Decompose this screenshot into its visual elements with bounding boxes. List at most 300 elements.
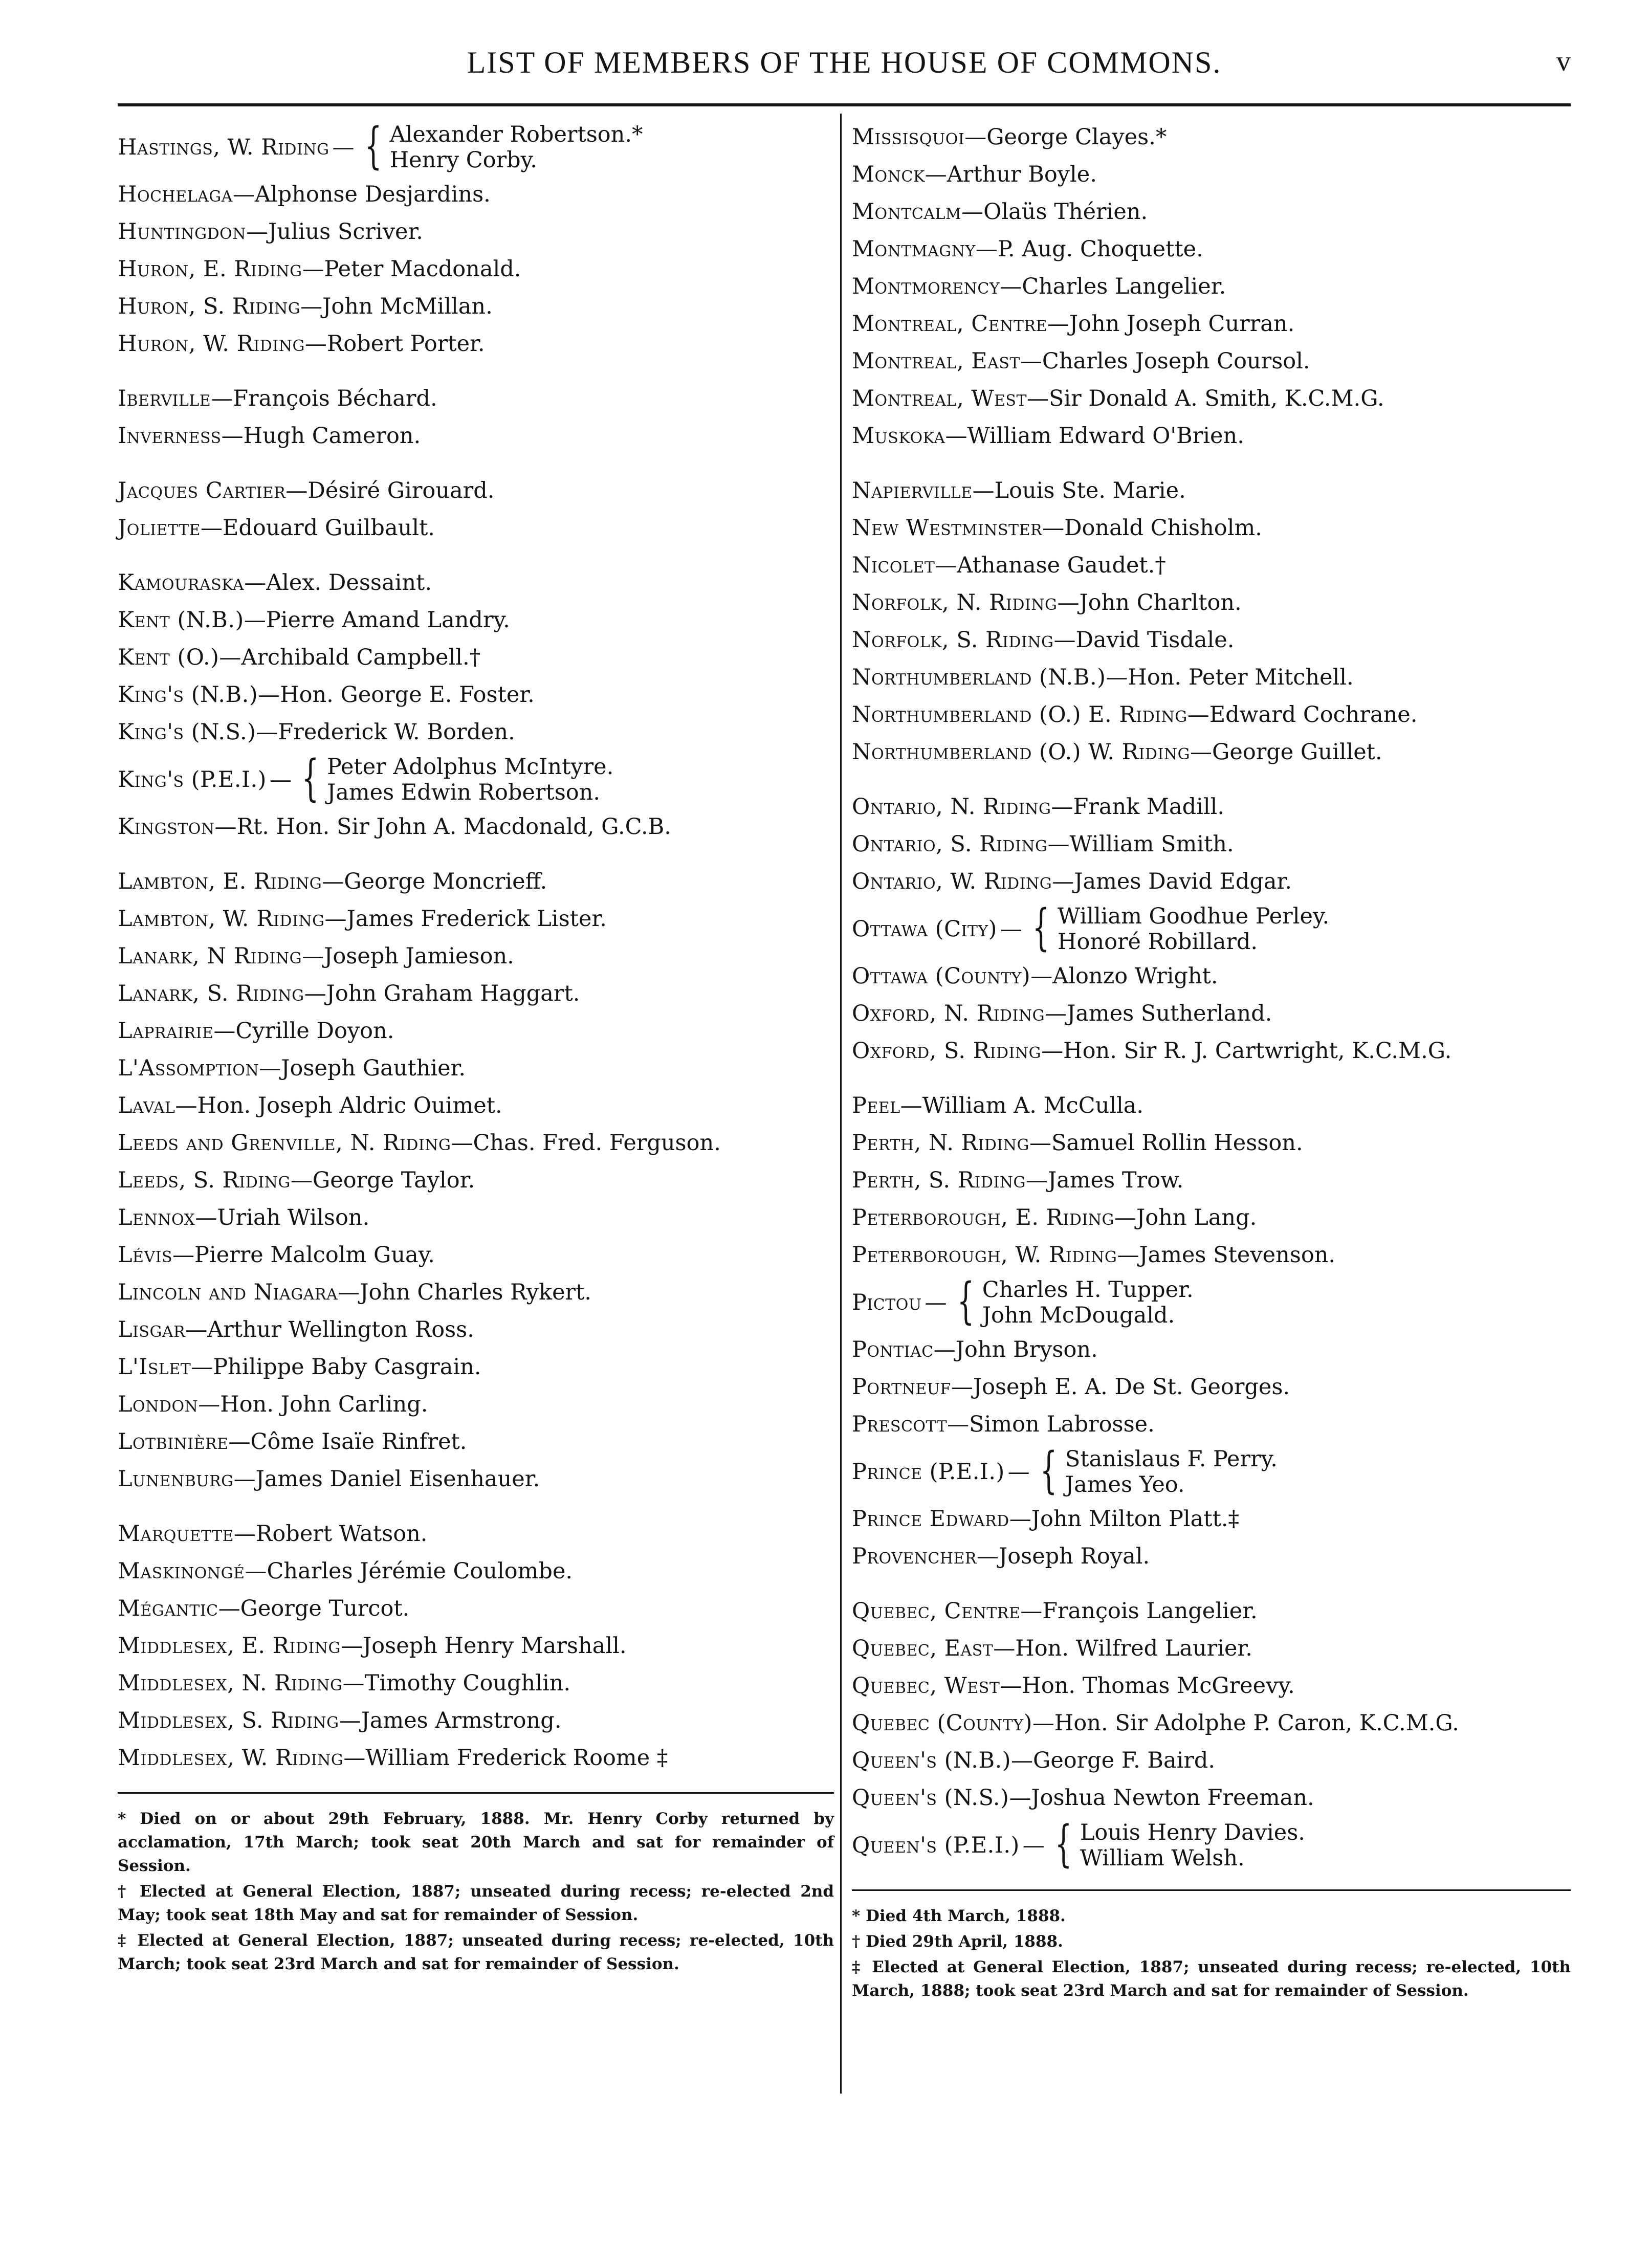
member-entry <box>118 251 834 288</box>
district-name: Lotbinière <box>118 1429 229 1455</box>
group-gap <box>118 547 834 564</box>
separator-dash: — <box>947 1412 970 1437</box>
member-name: William Welsh. <box>1080 1845 1245 1871</box>
district-name: Perth, S. Riding <box>852 1168 1026 1193</box>
separator-dash: — <box>198 1392 221 1417</box>
member-entry <box>118 510 834 547</box>
district-name: Laval <box>118 1093 175 1118</box>
member-entry <box>852 659 1571 696</box>
member-name: George Guillet. <box>1212 739 1382 765</box>
member-entry <box>852 547 1571 584</box>
district-name: Middlesex, S. Riding <box>118 1708 339 1733</box>
member-name: Hon. Wilfred Laurier. <box>1015 1636 1252 1661</box>
district-name: Ontario, S. Riding <box>852 831 1048 857</box>
group-gap <box>852 455 1571 472</box>
member-entry <box>118 808 834 846</box>
member-entry <box>852 1369 1571 1406</box>
member-entry <box>852 1406 1571 1443</box>
member-name: Sir Donald A. Smith, K.C.M.G. <box>1048 386 1384 411</box>
member-name: James Edwin Robertson. <box>326 780 601 805</box>
member-entry <box>118 1087 834 1125</box>
group-gap <box>118 1498 834 1515</box>
member-entry <box>852 1237 1571 1274</box>
footnote-rule <box>118 1792 834 1794</box>
district-name: Peel <box>852 1093 900 1118</box>
district-name: Queen's (N.B.) <box>852 1748 1011 1773</box>
group-gap <box>852 1575 1571 1593</box>
member-entry <box>118 1739 834 1777</box>
district-name: Oxford, N. Riding <box>852 1001 1045 1026</box>
member-name: Charles Joseph Coursol. <box>1042 348 1310 374</box>
member-name: James Yeo. <box>1065 1472 1185 1498</box>
member-name: John Charles Rykert. <box>360 1280 592 1305</box>
member-name: Edward Cochrane. <box>1209 702 1418 728</box>
district-name: L'Assomption <box>118 1055 259 1081</box>
member-name: Robert Watson. <box>256 1521 428 1547</box>
member-names <box>1058 904 1329 955</box>
member-entry <box>118 639 834 676</box>
member-name: Alex. Dessaint. <box>266 570 432 596</box>
member-name: Hon. Sir R. J. Cartwright, K.C.M.G. <box>1063 1038 1452 1064</box>
member-name: Hon. Peter Mitchell. <box>1128 665 1354 690</box>
separator-dash: — <box>993 1636 1016 1661</box>
member-entry <box>852 156 1571 193</box>
district-name: Kent (N.B.) <box>118 607 244 633</box>
member-name: Joseph Royal. <box>999 1544 1150 1569</box>
member-entry <box>852 958 1571 995</box>
column-divider <box>840 114 842 2094</box>
district-name: Huron, S. Riding <box>118 294 301 319</box>
member-entry <box>852 305 1571 343</box>
member-name: Philippe Baby Casgrain. <box>213 1354 481 1380</box>
separator-dash: — <box>234 1521 256 1547</box>
separator-dash: — <box>1000 274 1022 299</box>
member-name: Simon Labrosse. <box>969 1412 1155 1437</box>
separator-dash: — <box>200 515 223 541</box>
member-name: David Tisdale. <box>1075 627 1235 653</box>
member-name: George Turcot. <box>240 1596 410 1621</box>
district-name: London <box>118 1392 199 1417</box>
footnote: † Died 29th April, 1888. <box>852 1932 1063 1951</box>
district-name: Joliette <box>118 515 201 541</box>
separator-dash: — <box>233 1466 256 1492</box>
district-name: Lambton, E. Riding <box>118 869 322 894</box>
member-name: Arthur Boyle. <box>947 162 1097 187</box>
member-name: Chas. Fred. Ferguson. <box>473 1130 721 1156</box>
separator-dash: — <box>1052 869 1074 894</box>
group-gap <box>118 846 834 863</box>
separator-dash: — <box>1047 831 1070 857</box>
member-name: John Joseph Curran. <box>1069 311 1295 337</box>
district-name: Nicolet <box>852 553 935 578</box>
separator-dash: — <box>343 1745 366 1771</box>
district-name: Muskoka <box>852 423 945 449</box>
member-entry <box>852 1667 1571 1705</box>
member-name: William A. McCulla. <box>922 1093 1144 1118</box>
district-name: Prescott <box>852 1412 948 1437</box>
member-entry <box>118 938 834 975</box>
member-name: Rt. Hon. Sir John A. Macdonald, G.C.B. <box>236 814 671 840</box>
separator-dash: — <box>964 124 987 150</box>
member-entry <box>118 1386 834 1423</box>
member-name: Louis Ste. Marie. <box>994 478 1186 503</box>
separator-dash: — <box>1011 1748 1033 1773</box>
member-entry <box>118 1349 834 1386</box>
member-name: P. Aug. Choquette. <box>997 236 1203 262</box>
separator-dash: — <box>304 981 326 1006</box>
separator-dash: — <box>1026 1168 1048 1193</box>
separator-dash: — <box>1009 1506 1031 1532</box>
member-entry <box>118 900 834 938</box>
separator-dash: — <box>1029 1130 1051 1156</box>
group-gap <box>118 455 834 472</box>
footnote-rule <box>852 1889 1571 1891</box>
district-name: Lennox <box>118 1205 195 1230</box>
member-entry <box>118 472 834 510</box>
member-entry <box>118 380 834 417</box>
district-name: Ontario, W. Riding <box>852 869 1052 894</box>
district-name: Lambton, W. Riding <box>118 906 325 932</box>
separator-dash: — <box>1000 916 1022 942</box>
brace-glyph: { <box>1040 1442 1058 1499</box>
group-gap <box>852 771 1571 788</box>
district-name: Montreal, West <box>852 386 1027 411</box>
separator-dash: — <box>332 135 355 160</box>
district-name: Huron, E. Riding <box>118 256 302 282</box>
district-name: Montmagny <box>852 236 976 262</box>
district-name: Northumberland (O.) W. Riding <box>852 739 1191 765</box>
district-name: Lanark, N Riding <box>118 943 302 969</box>
member-name: Hon. Thomas McGreevy. <box>1022 1673 1295 1699</box>
footnote: ‡ Elected at General Election, 1887; unseated during recess; re-elected, 10th March, 1888; took seat 23rd March and sat for remainder of Session. <box>852 1958 1571 2000</box>
district-name: Quebec (County) <box>852 1710 1032 1736</box>
member-entry <box>852 696 1571 734</box>
member-name: James Sutherland. <box>1067 1001 1272 1026</box>
separator-dash: — <box>1030 963 1053 989</box>
district-name: Queen's (N.S.) <box>852 1785 1009 1811</box>
separator-dash: — <box>269 767 292 792</box>
member-entry <box>118 176 834 213</box>
member-entry <box>118 564 834 602</box>
member-entry <box>118 1553 834 1590</box>
district-name: Napierville <box>852 478 973 503</box>
district-name: Queen's (P.E.I.) <box>852 1833 1020 1858</box>
member-entry <box>118 1627 834 1665</box>
separator-dash: — <box>228 1429 251 1455</box>
separator-dash: — <box>961 199 984 225</box>
member-entry <box>852 863 1571 900</box>
member-name: Stanislaus F. Perry. <box>1065 1446 1278 1472</box>
member-name: Pierre Malcolm Guay. <box>194 1242 435 1268</box>
member-entry <box>852 1331 1571 1369</box>
district-name: Peterborough, E. Riding <box>852 1205 1115 1230</box>
separator-dash: — <box>285 478 308 503</box>
member-name: Archibald Campbell.† <box>241 645 481 670</box>
footnote: ‡ Elected at General Election, 1887; unseated during recess; re-elected, 10th March; took seat 23rd March and sat for remainder of Session. <box>118 1931 834 1973</box>
member-entry-multi <box>852 1817 1571 1874</box>
member-name: Charles Jérémie Coulombe. <box>267 1558 573 1584</box>
separator-dash: — <box>1032 1710 1054 1736</box>
member-name: Peter Adolphus McIntyre. <box>326 754 614 780</box>
member-name: James Trow. <box>1048 1168 1184 1193</box>
member-name: Robert Porter. <box>326 331 485 357</box>
member-name: Charles H. Tupper. <box>982 1277 1194 1303</box>
member-name: Samuel Rollin Hesson. <box>1051 1130 1303 1156</box>
separator-dash: — <box>218 1596 240 1621</box>
separator-dash: — <box>195 1205 217 1230</box>
separator-dash: — <box>258 682 280 708</box>
district-name: Inverness <box>118 423 222 449</box>
member-entry <box>118 1237 834 1274</box>
member-name: James Daniel Eisenhauer. <box>255 1466 540 1492</box>
district-name: Leeds, S. Riding <box>118 1168 291 1193</box>
member-name: William Smith. <box>1069 831 1234 857</box>
separator-dash: — <box>1051 794 1073 820</box>
separator-dash: — <box>1007 1459 1030 1485</box>
member-entry <box>118 325 834 363</box>
district-name: Lisgar <box>118 1317 186 1342</box>
member-entry <box>852 1705 1571 1742</box>
member-entry <box>118 863 834 900</box>
separator-dash: — <box>975 236 998 262</box>
separator-dash: — <box>977 1544 999 1569</box>
district-name: Quebec, East <box>852 1636 994 1661</box>
member-entry <box>118 1461 834 1498</box>
member-entry <box>852 268 1571 305</box>
district-name: Huron, W. Riding <box>118 331 305 357</box>
district-name: Hastings, W. Riding <box>118 135 329 160</box>
member-name: George Taylor. <box>312 1168 475 1193</box>
separator-dash: — <box>1045 1001 1067 1026</box>
member-name: William Goodhue Perley. <box>1058 904 1330 929</box>
separator-dash: — <box>451 1130 473 1156</box>
separator-dash: — <box>1041 1038 1064 1064</box>
separator-dash: — <box>342 1670 365 1696</box>
separator-dash: — <box>1009 1785 1031 1811</box>
district-name: Lunenburg <box>118 1466 234 1492</box>
separator-dash: — <box>1020 348 1042 374</box>
member-entry-multi <box>118 119 834 176</box>
separator-dash: — <box>933 1337 956 1362</box>
member-entry <box>852 343 1571 380</box>
member-name: James David Edgar. <box>1074 869 1292 894</box>
member-entry <box>852 788 1571 826</box>
member-entry <box>852 1538 1571 1575</box>
separator-dash: — <box>1106 665 1128 690</box>
member-entry <box>852 1501 1571 1538</box>
district-name: Provencher <box>852 1544 977 1569</box>
district-name: King's (N.B.) <box>118 682 258 708</box>
member-entry <box>852 1125 1571 1162</box>
district-name: Montreal, East <box>852 348 1020 374</box>
member-entry <box>118 1199 834 1237</box>
district-name: Marquette <box>118 1521 234 1547</box>
district-name: Huntingdon <box>118 219 247 245</box>
district-name: Lévis <box>118 1242 173 1268</box>
footnote: * Died 4th March, 1888. <box>852 1907 1066 1925</box>
member-entry <box>852 193 1571 231</box>
member-name: John Lang. <box>1136 1205 1257 1230</box>
member-entry <box>118 1590 834 1627</box>
member-name: James Frederick Lister. <box>346 906 607 932</box>
member-name: William Frederick Roome ‡ <box>365 1745 668 1771</box>
member-entry <box>852 1087 1571 1125</box>
member-name: John Charlton. <box>1079 590 1242 615</box>
member-entry-multi <box>118 751 834 808</box>
member-names <box>1080 1820 1305 1871</box>
separator-dash: — <box>245 1558 267 1584</box>
member-name: Frederick W. Borden. <box>278 719 515 745</box>
member-entry <box>852 1199 1571 1237</box>
member-name: Joseph Jamieson. <box>324 943 514 969</box>
separator-dash: — <box>1022 1833 1045 1858</box>
member-entry <box>852 584 1571 622</box>
district-name: Peterborough, W. Riding <box>852 1242 1117 1268</box>
district-name: Montreal, Centre <box>852 311 1047 337</box>
member-name: Alexander Robertson.* <box>389 122 643 147</box>
member-entry <box>118 1423 834 1461</box>
member-name: Uriah Wilson. <box>217 1205 370 1230</box>
member-entry <box>118 1274 834 1311</box>
member-entry <box>852 231 1571 268</box>
district-name: Iberville <box>118 386 211 411</box>
member-name: Hon. George E. Foster. <box>280 682 535 708</box>
separator-dash: — <box>175 1093 197 1118</box>
separator-dash: — <box>1057 590 1080 615</box>
separator-dash: — <box>304 331 327 357</box>
separator-dash: — <box>214 814 237 840</box>
member-entry <box>852 1742 1571 1779</box>
separator-dash: — <box>945 423 967 449</box>
member-entry-multi <box>852 900 1571 958</box>
brace-glyph: { <box>957 1272 974 1330</box>
separator-dash: — <box>1117 1242 1139 1268</box>
member-name: Athanase Gaudet.† <box>957 553 1166 578</box>
district-name: Prince (P.E.I.) <box>852 1459 1005 1485</box>
separator-dash: — <box>185 1317 208 1342</box>
member-entry <box>852 380 1571 417</box>
member-name: Louis Henry Davies. <box>1080 1820 1305 1845</box>
member-name: Cyrille Doyon. <box>235 1018 394 1044</box>
member-name: Timothy Coughlin. <box>364 1670 571 1696</box>
member-name: Joseph E. A. De St. Georges. <box>973 1374 1290 1400</box>
member-name: Joshua Newton Freeman. <box>1031 1785 1314 1811</box>
separator-dash: — <box>1000 1673 1022 1699</box>
member-name: James Armstrong. <box>361 1708 562 1733</box>
member-entry <box>852 995 1571 1032</box>
member-name: James Stevenson. <box>1139 1242 1336 1268</box>
separator-dash: — <box>322 869 344 894</box>
separator-dash: — <box>925 1290 947 1315</box>
district-name: Ottawa (City) <box>852 916 997 942</box>
district-name: Lincoln and Niagara <box>118 1280 338 1305</box>
page-header <box>118 45 1571 91</box>
district-name: L'Islet <box>118 1354 191 1380</box>
district-name: Monck <box>852 162 925 187</box>
group-gap <box>852 1070 1571 1087</box>
district-name: Maskinongé <box>118 1558 245 1584</box>
member-entry <box>118 1162 834 1199</box>
separator-dash: — <box>172 1242 195 1268</box>
separator-dash: — <box>1187 702 1209 728</box>
member-name: Désiré Girouard. <box>307 478 495 503</box>
district-name: Middlesex, W. Riding <box>118 1745 344 1771</box>
separator-dash: — <box>191 1354 213 1380</box>
member-entry <box>852 622 1571 659</box>
separator-dash: — <box>341 1633 363 1659</box>
district-name: New Westminster <box>852 515 1043 541</box>
member-name: Arthur Wellington Ross. <box>207 1317 474 1342</box>
member-entry <box>852 510 1571 547</box>
separator-dash: — <box>211 386 233 411</box>
district-name: Ottawa (County) <box>852 963 1031 989</box>
member-name: Frank Madill. <box>1073 794 1225 820</box>
district-name: Jacques Cartier <box>118 478 286 503</box>
district-name: Laprairie <box>118 1018 214 1044</box>
member-entry <box>852 417 1571 455</box>
separator-dash: — <box>213 1018 236 1044</box>
separator-dash: — <box>302 256 324 282</box>
separator-dash: — <box>1114 1205 1137 1230</box>
separator-dash: — <box>951 1374 973 1400</box>
member-name: Peter Macdonald. <box>324 256 521 282</box>
separator-dash: — <box>925 162 947 187</box>
member-name: Henry Corby. <box>389 147 537 173</box>
footnote: † Elected at General Election, 1887; unseated during recess; re-elected 2nd May; took seat 18th May and sat for remainder of Session. <box>118 1882 834 1924</box>
district-name: Lanark, S. Riding <box>118 981 304 1006</box>
member-entry <box>852 119 1571 156</box>
member-name: Côme Isaïe Rinfret. <box>250 1429 467 1455</box>
member-name: Joseph Henry Marshall. <box>363 1633 627 1659</box>
separator-dash: — <box>244 607 266 633</box>
district-name: Pontiac <box>852 1337 934 1362</box>
district-name: Mégantic <box>118 1596 218 1621</box>
member-entry <box>118 288 834 325</box>
page-title: LIST OF MEMBERS OF THE HOUSE OF COMMONS. <box>467 46 1222 79</box>
separator-dash: — <box>302 943 324 969</box>
member-name: John McDougald. <box>982 1303 1175 1328</box>
group-gap <box>118 363 834 380</box>
member-entry <box>118 1012 834 1050</box>
header-rule <box>118 103 1571 106</box>
district-name: Middlesex, E. Riding <box>118 1633 341 1659</box>
district-name: Middlesex, N. Riding <box>118 1670 343 1696</box>
district-name: Hochelaga <box>118 182 233 207</box>
district-name: King's (P.E.I.) <box>118 767 267 792</box>
district-name: Pictou <box>852 1290 922 1315</box>
member-entry <box>852 1779 1571 1817</box>
member-name: Donald Chisholm. <box>1064 515 1262 541</box>
member-name: John Bryson. <box>955 1337 1098 1362</box>
member-entry <box>118 1515 834 1553</box>
district-name: Leeds and Grenville, N. Riding <box>118 1130 451 1156</box>
member-entry <box>118 1050 834 1087</box>
district-name: Montmorency <box>852 274 1000 299</box>
member-entry <box>118 975 834 1012</box>
brace-glyph: { <box>1054 1815 1072 1873</box>
member-name: William Edward O'Brien. <box>967 423 1244 449</box>
district-name: Kingston <box>118 814 215 840</box>
district-name: Kent (O.) <box>118 645 219 670</box>
member-entry <box>852 1630 1571 1667</box>
member-names <box>982 1277 1194 1328</box>
member-names <box>390 122 643 173</box>
member-names <box>1065 1446 1278 1498</box>
separator-dash: — <box>259 1055 281 1081</box>
member-entry <box>118 1702 834 1739</box>
separator-dash: — <box>935 553 957 578</box>
district-name: Oxford, S. Riding <box>852 1038 1042 1064</box>
